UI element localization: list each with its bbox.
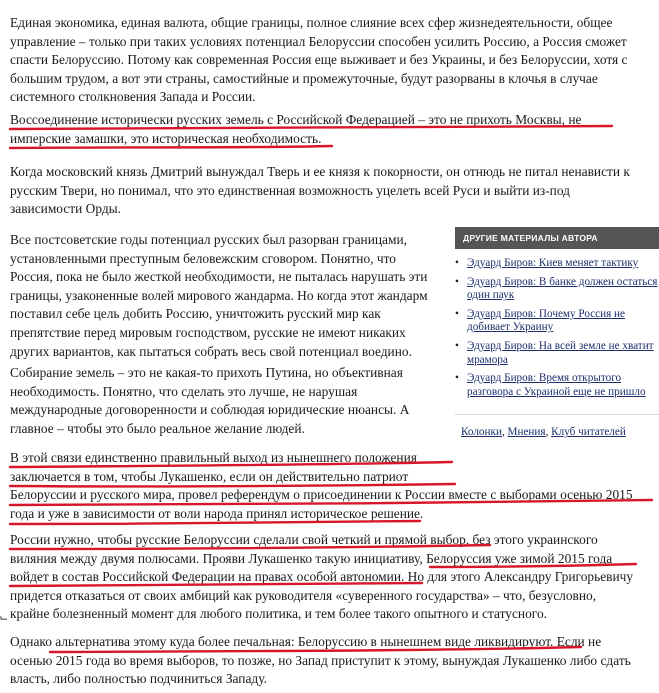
article-link[interactable]: Эдуард Биров: Киев меняет тактику xyxy=(467,257,639,269)
paragraph-4 xyxy=(10,231,450,361)
text-line: Однако альтернатива этому куда более печальная: Белоруссию в нынешнем виде ликвидируют. Если не xyxy=(10,634,602,649)
separator: , xyxy=(545,426,552,439)
text-line: зависимости Орды. xyxy=(10,201,121,217)
text-line: Когда московский князь Дмитрий вынуждал Тверь и ее князя к покорности, он отнюдь не питал ненависти к xyxy=(10,164,630,179)
text-line: России нужно, чтобы русские Белоруссии сделали свой четкий и прямой выбор, без этого украинского xyxy=(10,532,598,547)
text-line: международные договоренности и соблюдая юридические нюансы. А xyxy=(10,402,410,418)
text-line: заключается в том, чтобы Лукашенко, если он действительно патриот xyxy=(10,468,409,484)
list-item xyxy=(455,276,659,303)
readers-club-link[interactable]: Клуб читателей xyxy=(551,426,626,439)
paragraph-1 xyxy=(10,14,655,107)
list-item xyxy=(455,340,659,367)
text-line: придется отказаться от своих амбиций как руководителя «суверенного государства» – что, безусловно, xyxy=(10,587,597,603)
text-line: Воссоединение исторически русских земель с Российской Федерацией – это не прихоть Москвы, не xyxy=(10,112,582,127)
opinions-link[interactable]: Мнения xyxy=(507,426,546,439)
text-line: крайне болезненный момент для любого политика, и тем более такого опытного и статусного. xyxy=(10,606,547,622)
paragraph-6 xyxy=(10,449,655,523)
text-line: границы, узаконенные волей мирового жандарма. Но когда этот жандарм xyxy=(10,287,428,303)
text-line: года и уже в зависимости от воли народа принял историческое решение. xyxy=(10,505,424,521)
text-line: Россия, пока не было жесткой необходимости, не пыталась нарушать эти xyxy=(10,269,428,285)
text-line: необходимость. Понятно, что сделать это лучше, не нарушая xyxy=(10,383,358,399)
text-line: Все постсоветские годы потенциал русских был разорван границами, xyxy=(10,232,407,247)
sidebar-category-links xyxy=(455,414,659,439)
article-link[interactable]: Эдуард Биров: В банке должен остаться один паук xyxy=(467,275,658,302)
text-line: системного столкновения Запада и России. xyxy=(10,89,256,105)
text-line: Единая экономика, единая валюта, общие границы, полное слияние всех сфер жизнедеятельности, общее xyxy=(10,15,613,30)
paragraph-2 xyxy=(10,111,655,148)
author-links-list xyxy=(455,257,659,399)
text-line: управление – только при таких условиях потенциал Белоруссии способен усилить Россию, а Россия сможет xyxy=(10,33,627,49)
list-item xyxy=(455,308,659,335)
text-line: большим трудом, а вот эти страны, самостийные и промежуточные, будут разорваны в клочья в случае xyxy=(10,70,598,86)
text-line: других вариантов, как пытаться собрать весь свой потенциал воедино. xyxy=(10,343,412,359)
text-line: Собирание земель – это не какая-то прихоть Путина, но объективная xyxy=(10,365,403,380)
text-cursor-icon: ⨽ xyxy=(0,609,8,624)
text-line: главное – чтобы это было реальное желание людей. xyxy=(10,420,305,436)
text-line: власть, либо полностью подчиниться Западу. xyxy=(10,671,267,687)
text-line: осенью 2015 года во время выборов, то позже, но Запад приступит к этому, вынуждая Лукашенко либо сдать xyxy=(10,652,631,668)
text-line: В этой связи единственно правильный выход из нынешнего положения xyxy=(10,450,417,465)
paragraph-5 xyxy=(10,364,450,438)
text-line: поставил себе цель добить Россию, уничтожить русский мир как xyxy=(10,306,381,322)
columns-link[interactable]: Колонки xyxy=(461,426,502,439)
text-line: препятствие перед мировым господством, русские не имеют никаких xyxy=(10,324,406,340)
article-link[interactable]: Эдуард Биров: Время открытого разговора с Украиной еще не пришло xyxy=(467,372,646,398)
text-line: русским Твери, но понимал, что это единственная возможность уцелеть всей Руси и выйти из-под xyxy=(10,182,570,198)
text-line: установленными преступным беловежским сговором. Понятно, что xyxy=(10,250,396,266)
text-line: спасти Белоруссию. Потому как современная Россия еще выживает и без Украины, и без Белоруссии, хотя с xyxy=(10,52,628,68)
text-line: виляния между двумя полюсами. Прояви Лукашенко такую инициативу, Белоруссия уже зимой 2015 года xyxy=(10,550,613,566)
text-line: войдет в состав Российской Федерации на правах особой автономии. Но для этого Александру Григорьевичу xyxy=(10,569,634,585)
article-link[interactable]: Эдуард Биров: На всей земле не хватит мрамора xyxy=(467,339,654,366)
text-line: Белоруссии и русского мира, провел референдум о присоединении к России вместе с выборами осенью 2015 xyxy=(10,487,633,503)
list-item xyxy=(455,257,659,271)
list-item xyxy=(455,372,659,399)
separator: , xyxy=(501,426,508,439)
sidebar-heading: ДРУГИЕ МАТЕРИАЛЫ АВТОРА xyxy=(455,227,659,249)
paragraph-8 xyxy=(10,633,655,689)
paragraph-7 xyxy=(10,531,655,624)
article-link[interactable]: Эдуард Биров: Почему Россия не добивает Украину xyxy=(467,307,626,334)
text-line: имперские замашки, это историческая необходимость. xyxy=(10,130,322,146)
paragraph-3 xyxy=(10,163,655,219)
author-materials-sidebar xyxy=(455,227,659,439)
